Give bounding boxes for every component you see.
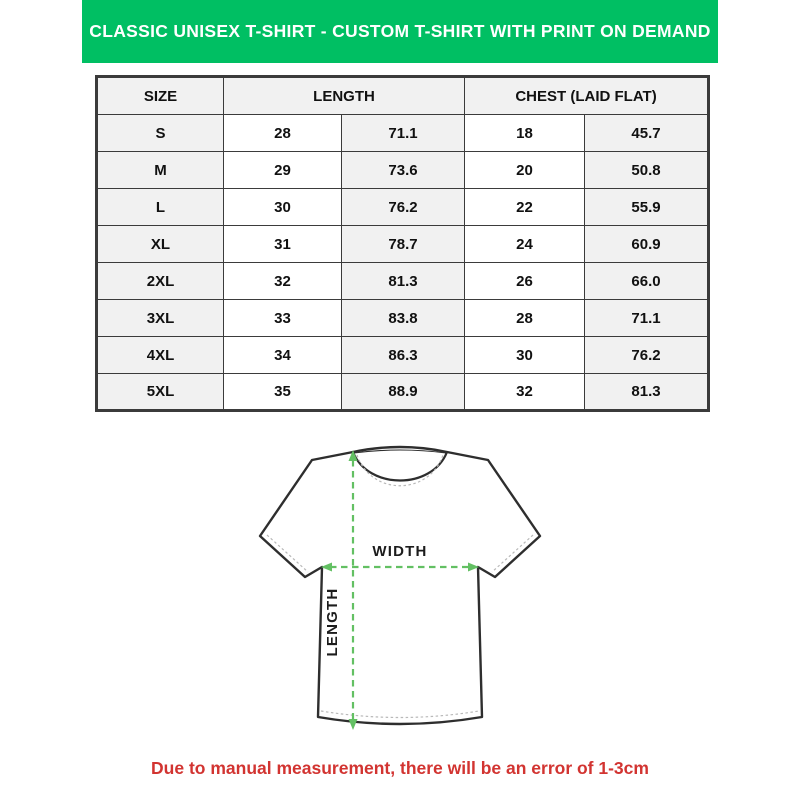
length-arrowhead-bottom (349, 719, 358, 730)
length-cm-cell: 81.3 (342, 263, 465, 300)
length-in-cell: 35 (224, 374, 342, 411)
page-title: CLASSIC UNISEX T-SHIRT - CUSTOM T-SHIRT WITH PRINT ON DEMAND (89, 21, 711, 41)
chest-cm-cell: 45.7 (585, 115, 709, 152)
title-banner (82, 0, 718, 63)
length-in-cell: 30 (224, 189, 342, 226)
size-row (97, 226, 709, 263)
column-header-length: LENGTH (224, 77, 465, 115)
length-in-cell: 31 (224, 226, 342, 263)
length-cm-cell: 73.6 (342, 152, 465, 189)
chest-in-cell: 30 (465, 337, 585, 374)
size-row (97, 152, 709, 189)
length-in-cell: 28 (224, 115, 342, 152)
size-cell: S (97, 115, 224, 152)
length-cm-cell: 88.9 (342, 374, 465, 411)
chest-in-cell: 18 (465, 115, 585, 152)
length-label: LENGTH (324, 587, 341, 657)
length-in-cell: 34 (224, 337, 342, 374)
length-in-cell: 33 (224, 300, 342, 337)
chest-in-cell: 22 (465, 189, 585, 226)
length-in-cell: 32 (224, 263, 342, 300)
size-cell: M (97, 152, 224, 189)
chest-cm-cell: 81.3 (585, 374, 709, 411)
size-row (97, 337, 709, 374)
size-cell: 3XL (97, 300, 224, 337)
size-row (97, 374, 709, 411)
size-row (97, 300, 709, 337)
chest-in-cell: 24 (465, 226, 585, 263)
size-row (97, 263, 709, 300)
chest-in-cell: 20 (465, 152, 585, 189)
header-row (97, 77, 709, 115)
chest-cm-cell: 76.2 (585, 337, 709, 374)
column-header-size: SIZE (97, 77, 224, 115)
chest-in-cell: 26 (465, 263, 585, 300)
length-cm-cell: 86.3 (342, 337, 465, 374)
column-header-chest: CHEST (LAID FLAT) (465, 77, 709, 115)
chest-in-cell: 28 (465, 300, 585, 337)
chest-in-cell: 32 (465, 374, 585, 411)
size-table-body (97, 115, 709, 411)
length-cm-cell: 78.7 (342, 226, 465, 263)
measurement-note: Due to manual measurement, there will be an error of 1-3cm (151, 758, 649, 778)
size-cell: 2XL (97, 263, 224, 300)
size-cell: 5XL (97, 374, 224, 411)
length-cm-cell: 76.2 (342, 189, 465, 226)
chest-cm-cell: 60.9 (585, 226, 709, 263)
length-cm-cell: 83.8 (342, 300, 465, 337)
tshirt-diagram (250, 440, 550, 740)
width-label: WIDTH (372, 543, 428, 560)
size-row (97, 189, 709, 226)
size-cell: L (97, 189, 224, 226)
length-in-cell: 29 (224, 152, 342, 189)
size-chart-table (95, 75, 710, 412)
size-cell: 4XL (97, 337, 224, 374)
chest-cm-cell: 71.1 (585, 300, 709, 337)
chest-cm-cell: 55.9 (585, 189, 709, 226)
size-row (97, 115, 709, 152)
size-cell: XL (97, 226, 224, 263)
tshirt-outline (260, 447, 540, 724)
chest-cm-cell: 66.0 (585, 263, 709, 300)
length-cm-cell: 71.1 (342, 115, 465, 152)
chest-cm-cell: 50.8 (585, 152, 709, 189)
